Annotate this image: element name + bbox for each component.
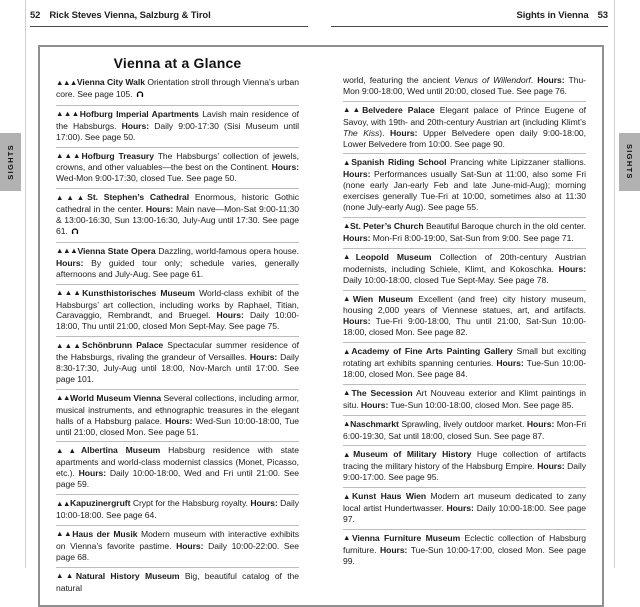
rating-triangles-icon: ▲▲▲ [56, 340, 83, 350]
rating-triangles-icon: ▲ [343, 449, 354, 459]
sight-description-text: Daily 9:00-17:30 (Sisi Museum until 17:00). See page 50. [56, 120, 300, 142]
sight-description-text: Mon-Fri 8:00-19:00, Sat-Sun from 9:00. See page 71. [370, 232, 574, 243]
sight-name: Kunst Haus Wien [352, 491, 427, 502]
sight-description-text: Collection of 20th-century Austrian modernists, including Schiele, Klimt, and Kokoschka. [343, 251, 586, 274]
hours-label: Hours: [526, 418, 555, 429]
sight-description-text: Daily 10:00-18:00. See page 97. [343, 503, 586, 524]
sight-description-text: ). [379, 127, 391, 138]
left-page-number: 52 [30, 10, 41, 21]
right-page-number: 53 [597, 10, 608, 21]
sight-description-text: Prancing white Lipizzaner stallions. [450, 157, 587, 168]
sight-entry [56, 568, 299, 598]
sight-entry [343, 249, 586, 291]
sight-description-text: Crypt for the Habsburg royalty. [132, 498, 251, 509]
right-page-edge-line [614, 0, 615, 568]
chapter-title: Sights in Vienna [516, 10, 589, 21]
sight-description-text: Spectacular summer residence of the Habsburgs, rivaling the grandeur of Versailles. [56, 340, 299, 363]
glance-left-column [56, 49, 299, 597]
sight-description-text: Tue-Sun 10:00-18:00, closed Mon. See page 85. [388, 399, 574, 410]
hours-label: Hours: [216, 310, 244, 321]
sight-entry [56, 243, 299, 285]
sight-entry [343, 102, 586, 155]
hours-label: Hours: [558, 263, 586, 274]
sight-description-text: world, featuring the ancient [343, 75, 455, 85]
sight-entry [56, 285, 299, 338]
hours-label: Hours: [360, 399, 389, 410]
sight-description-text: Excellent (and free) city history museum, housing 2,000 years of Viennese statues, art, and artifacts. [343, 293, 586, 316]
sight-description-text: Lavish main residence of the Habsburgs. [56, 108, 299, 131]
left-entries-container [56, 74, 299, 597]
hours-label: Hours: [390, 127, 418, 138]
sight-description-text: Thu-Mon 9:00-18:00, Wed until 20:00, closed Tue. See page 76. [343, 75, 586, 96]
glance-right-column [343, 49, 586, 571]
sight-description-text: Tue-Sun 10:00-18:00, closed Mon. See page 84. [343, 358, 586, 379]
sight-entry [56, 74, 299, 106]
sights-tab-left [0, 133, 21, 191]
rating-triangles-icon: ▲ [343, 294, 353, 303]
sight-description-text: Upper Belvedere open daily 9:00-18:00, Lower Belvedere from 10:00. See page 90. [343, 127, 586, 149]
sight-description-text: Wed-Mon 9:00-17:30, closed Tue. See page 50. [56, 173, 237, 184]
hours-label: Hours: [121, 120, 150, 131]
rating-triangles-icon: ▲▲▲ [56, 109, 80, 119]
hours-label: Hours: [176, 540, 204, 551]
sight-entry [56, 495, 299, 526]
hours-label: Hours: [537, 75, 565, 85]
sight-name: Natural History Museum [75, 570, 180, 581]
sight-name: St. Stephen’s Cathedral [87, 192, 190, 203]
sight-description-text: Daily 9:00-17:00. See page 95. [343, 461, 586, 483]
sight-description-text: The Kiss [343, 127, 380, 138]
sight-description-text: Huge collection of artifacts tracing the military history of the Habsburg Empire. [343, 449, 586, 472]
sight-entry [343, 416, 586, 447]
sight-name: World Museum Vienna [70, 392, 162, 403]
sight-description-text: Tue-Fri 9:00-18:00, Thu until 21:00, Sat-Sun 10:00-18:00, closed Mon. See page 82. [343, 316, 586, 338]
sight-description-text: Daily 10:00-18:00, closed Tue Sept-May. See page 78. [343, 274, 549, 285]
sight-description-text: Main nave—Mon-Sat 9:00-11:30 & 13:00-16:30, Sun 13:00-16:30, July-Aug until 17:30. See page 61. [56, 204, 299, 236]
sight-name: Museum of Military History [353, 449, 472, 460]
right-running-header [331, 10, 608, 27]
rating-triangles-icon: ▲ [343, 346, 352, 356]
sight-entry [343, 154, 586, 218]
rating-triangles-icon: ▲▲ [56, 529, 73, 539]
hours-label: Hours: [446, 503, 474, 514]
rating-triangles-icon: ▲▲▲ [56, 192, 88, 202]
sight-name: Naschmarkt [350, 418, 399, 429]
sight-description-text: Elegant palace of Prince Eugene of Savoy, with 19th- and 20th-century Austrian art (including Klimt’s [343, 104, 586, 127]
rating-triangles-icon: ▲ [343, 221, 350, 231]
sight-description-text: Daily 10:00-18:00, Wed and Fri until 21:00. See page 59. [56, 468, 300, 490]
hours-label: Hours: [343, 169, 371, 180]
sight-name: Wien Museum [352, 293, 413, 304]
sight-description-text: Big, beautiful catalog of the natural [56, 570, 300, 593]
sight-name: Kunsthistorisches Museum [82, 287, 195, 298]
sights-tab-right-label: SIGHTS [625, 144, 634, 180]
sight-description-text: Daily 10:00-18:00. See page 64. [56, 498, 299, 520]
sight-entry [343, 530, 586, 571]
sight-description-text: Several collections, including armor, musical instruments, and ethnographic treasures in the elegant halls of a Habsburg palace. [56, 392, 299, 426]
hours-label: Hours: [56, 257, 84, 268]
sight-name: Spanish Riding School [351, 157, 447, 168]
rating-triangles-icon: ▲▲▲ [56, 288, 83, 298]
sight-entry [56, 526, 299, 568]
hours-label: Hours: [78, 468, 107, 479]
audio-tour-headphones-icon [136, 90, 144, 101]
sight-name: Belvedere Palace [362, 104, 435, 115]
sight-description-text: Dazzling, world-famous opera house. [158, 245, 299, 256]
rating-triangles-icon: ▲ [343, 157, 352, 167]
sight-description-text: World-class exhibit of the Habsburgs’ art collection, including works by Raphael, Titian, Caravaggio, Rembrandt, and Bruegel. [56, 287, 299, 321]
sight-description-text: By guided tour only; schedule varies, generally afternoons and July-Aug. See page 61. [56, 257, 299, 279]
sight-description-text: Small but exciting rotating art exhibits spanning centuries. [343, 346, 586, 369]
sight-entry [343, 446, 586, 488]
sight-description-text: Eclectic collection of Habsburg furniture. [343, 532, 586, 555]
sight-name: Kapuzinergruft [69, 498, 131, 509]
sight-name: Schönbrunn Palace [82, 340, 164, 351]
rating-triangles-icon: ▲ [343, 252, 356, 262]
sight-name: Academy of Fine Arts Painting Gallery [351, 346, 513, 357]
hours-label: Hours: [343, 316, 371, 327]
sights-tab-right [619, 133, 640, 191]
vienna-at-a-glance-box [38, 45, 604, 607]
sight-description-text: . [530, 75, 538, 85]
rating-triangles-icon: ▲▲ [56, 498, 70, 508]
sight-name: Vienna City Walk [76, 77, 145, 87]
sight-name: St. Peter’s Church [349, 220, 424, 231]
sight-entry [343, 291, 586, 344]
sight-description-text: Modern museum with interactive exhibits on Vienna’s favorite pastime. [56, 528, 299, 551]
sight-description-text: Tue-Sun 10:00-17:00, closed Mon. See page 99. [343, 544, 586, 566]
sight-description-text: Art Nouveau exterior and Klimt paintings in situ. [343, 387, 586, 410]
sight-entry [343, 218, 586, 249]
sight-entry [343, 385, 586, 416]
rating-triangles-icon: ▲ [343, 388, 352, 398]
rating-triangles-icon: ▲▲▲ [56, 246, 78, 256]
rating-triangles-icon: ▲ [343, 533, 352, 543]
sight-name: Vienna Furniture Museum [351, 532, 461, 543]
sight-entry [343, 488, 586, 530]
sight-entry [56, 106, 299, 148]
sight-description-text: Venus of Willendorf [454, 75, 531, 85]
hours-label: Hours: [145, 204, 174, 215]
hours-label: Hours: [496, 358, 524, 369]
sight-entry [56, 148, 299, 190]
audio-tour-headphones-icon [71, 227, 79, 238]
sight-description-text: Enormous, historic Gothic cathedral in the center. [56, 192, 299, 215]
sight-description-text: Sprawling, lively outdoor market. [401, 418, 527, 429]
sight-description-text: Mon-Fri 6:00-19:30, Sat until 18:00, closed Sun. See page 87. [343, 418, 587, 441]
sight-description-text: Habsburg residence with state apartments and world-class modernist classics (Monet, Picasso, etc.). [56, 445, 299, 479]
sight-description-text: Wed-Sun 10:00-18:00, Tue until 21:00, closed Mon. See page 51. [56, 415, 299, 437]
book-title: Rick Steves Vienna, Salzburg & Tirol [49, 10, 211, 21]
left-page-edge-line [25, 0, 26, 568]
sight-entry [56, 189, 299, 243]
rating-triangles-icon: ▲▲ [343, 105, 363, 115]
hours-label: Hours: [537, 461, 565, 472]
rating-triangles-icon: ▲▲ [56, 445, 81, 455]
rating-triangles-icon: ▲ [343, 491, 353, 501]
sights-tab-left-label: SIGHTS [6, 144, 15, 180]
sight-entry [56, 442, 299, 495]
rating-triangles-icon: ▲▲▲ [56, 77, 77, 87]
sight-name: Leopold Museum [355, 251, 432, 262]
sight-entry [343, 343, 586, 385]
sight-description-text: Daily 10:00-22:00. See page 68. [56, 540, 299, 562]
box-title: Vienna at a Glance [113, 55, 242, 71]
rating-triangles-icon: ▲▲ [56, 393, 71, 403]
sight-name: Hofburg Treasury [81, 150, 154, 161]
sight-description-text: Performances usually Sat-Sun at 11:00, also some Fri (none early Jan-early Feb and late June-mid-Aug); morning exercises generally Tue-Fri at 10:00, sometimes also at 11:30 (none July-early Aug). See page 55. [343, 169, 586, 213]
hours-label: Hours: [250, 498, 278, 509]
sight-entry [56, 337, 299, 390]
sight-description-text: Daily 8:30-17:30, July-Aug until 18:00, Nov-March until 17:00. See page 101. [56, 352, 299, 384]
rating-triangles-icon: ▲ [343, 419, 351, 429]
sight-description-text: The Habsburgs’ collection of jewels, crowns, and other valuables—the best on the Continent. [56, 150, 299, 173]
sight-name: The Secession [351, 387, 413, 398]
sight-description-text: Orientation stroll through Vienna’s urban core. See page 105. [56, 77, 299, 99]
rating-triangles-icon: ▲▲▲ [56, 151, 82, 161]
sight-name: Hofburg Imperial Apartments [79, 108, 199, 119]
sight-name: Albertina Museum [80, 445, 161, 456]
hours-label: Hours: [343, 232, 371, 243]
sight-name: Vienna State Opera [77, 245, 156, 256]
rating-triangles-icon: ▲▲ [56, 571, 76, 581]
sight-description-text: Daily 10:00-18:00, Thu until 21:00, closed Mon Sept-May. See page 75. [56, 310, 299, 332]
hours-label: Hours: [271, 162, 299, 173]
hours-label: Hours: [249, 352, 278, 363]
sight-description-text: Modern art museum dedicated to zany local artist Hundertwasser. [343, 491, 586, 514]
hours-label: Hours: [165, 415, 193, 426]
sight-name: Haus der Musik [72, 528, 138, 539]
sight-entry [343, 72, 586, 102]
sight-entry [56, 390, 299, 443]
sight-description-text: Beautiful Baroque church in the old center. [426, 220, 586, 231]
left-running-header [30, 10, 308, 27]
hours-label: Hours: [379, 544, 408, 555]
